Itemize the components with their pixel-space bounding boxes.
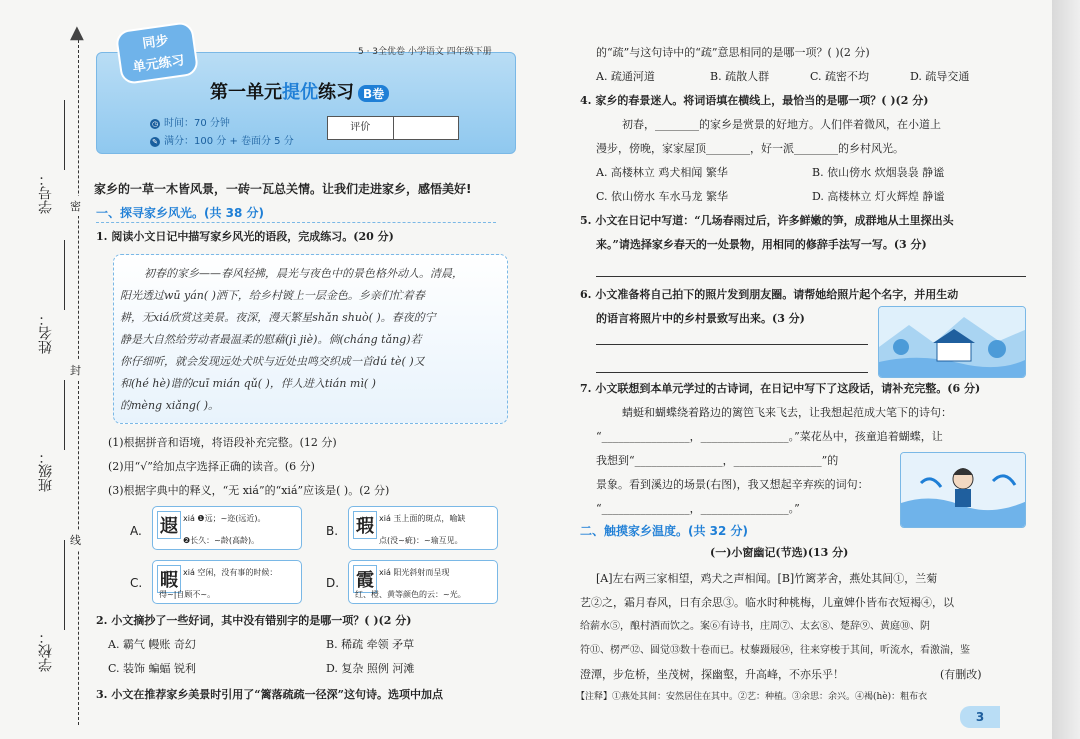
question-3-option-a[interactable]: A. 疏通河道 bbox=[596, 70, 655, 83]
diary-passage-box bbox=[113, 254, 508, 424]
dictionary-card-d[interactable] bbox=[348, 560, 498, 604]
section-divider bbox=[96, 222, 496, 223]
diary-line: 阳光透过wū yán( )洒下，给乡村镀上一层金色。乡亲们忙着春 bbox=[120, 289, 425, 302]
card-definition: 红、橙、黄等颜色的云：~光。 bbox=[355, 590, 466, 599]
question-7-line-5: “________________，________________。” bbox=[596, 502, 800, 515]
question-3-option-d[interactable]: D. 疏导交通 bbox=[910, 70, 970, 83]
question-3-option-b[interactable]: B. 疏散人群 bbox=[710, 70, 770, 83]
score-icon: ✎ bbox=[150, 137, 160, 147]
answer-line-q6[interactable] bbox=[596, 372, 868, 373]
question-4-option-b[interactable]: B. 依山傍水 炊烟袅袅 静谧 bbox=[812, 166, 945, 179]
diary-line: 你仔细听，就会发现远处犬吠与近处虫鸣交织成一首dú tè( )又 bbox=[120, 355, 425, 368]
unit-badge bbox=[115, 21, 200, 85]
passage-title: (一)小窗幽记(节选)(13 分) bbox=[710, 546, 849, 559]
question-1-sub-2: (2)用“√”给加点字选择正确的读音。(6 分) bbox=[108, 460, 315, 473]
class-line[interactable] bbox=[64, 380, 65, 450]
question-2-option-a[interactable]: A. 霸气 幔账 奇幻 bbox=[108, 638, 196, 651]
page-title bbox=[210, 78, 389, 104]
passage-notes: 【注释】①燕处其间：安然居住在其中。②艺：种植。③余思：余兴。④褐(hè)：粗布衣 bbox=[576, 692, 928, 702]
binding-word-xian: 线 bbox=[70, 530, 81, 550]
passage-line: 给薪水⑤，酿村酒而饮之。案⑥有诗书，庄周⑦、太玄⑧、楚辞⑨、黄庭⑩、阴 bbox=[580, 621, 930, 632]
clock-icon: ◷ bbox=[151, 120, 159, 128]
question-3-option-c[interactable]: C. 疏密不均 bbox=[810, 70, 870, 83]
intro-text: 家乡的一草一木皆风景，一砖一瓦总关情。让我们走进家乡，感悟美好! bbox=[94, 182, 472, 196]
name-line[interactable] bbox=[64, 240, 65, 310]
passage-line: 艺②之，霜月春风，日有余思③。临水时种桃梅，儿童婢仆皆布衣短褐④，以 bbox=[580, 596, 954, 609]
question-7-line-1: 蜻蜓和蝴蝶绕着路边的篱笆飞来飞去，让我想起范成大笔下的诗句： bbox=[622, 406, 952, 419]
dictionary-card-a[interactable] bbox=[152, 506, 302, 550]
question-4-option-a[interactable]: A. 高楼林立 鸡犬相闻 繁华 bbox=[596, 166, 728, 179]
question-2-option-c[interactable]: C. 装饰 蝙蝠 锐利 bbox=[108, 662, 197, 675]
question-4: 4. 家乡的春景迷人。将词语填在横线上，最恰当的是哪一项？( )(2 分) bbox=[580, 94, 929, 107]
question-6: 6. 小文准备将自己拍下的照片发到朋友圈。请帮她给照片起个名字，并用生动 bbox=[580, 288, 959, 301]
badge-line-2: 单元练习 bbox=[131, 53, 186, 76]
label-name: 姓名： bbox=[38, 312, 54, 354]
diary-line: 和(hé hè)谐的cuī mián qǔ( )，伴人进入tián mì( ) bbox=[120, 377, 376, 390]
village-photo bbox=[878, 306, 1026, 378]
question-2: 2. 小文摘抄了一些好词，其中没有错别字的是哪一项？( )(2 分) bbox=[96, 614, 412, 627]
question-7-line-3: 我想到“________________，________________”的 bbox=[596, 454, 839, 467]
time-info bbox=[150, 114, 230, 129]
dictionary-card-c[interactable] bbox=[152, 560, 302, 604]
card-character: 遐 bbox=[157, 511, 181, 539]
question-7: 7. 小文联想到本单元学过的古诗词，在日记中写下了这段话，请补充完整。(6 分) bbox=[580, 382, 981, 395]
card-definition: xiá 阳光斜射而呈现 bbox=[379, 568, 450, 577]
card-definition: xiá 空闲，没有事的时候： bbox=[183, 568, 278, 577]
evaluation-box bbox=[327, 116, 459, 140]
binding-line bbox=[78, 40, 79, 725]
option-c-label: C. bbox=[130, 576, 143, 590]
card-character: 瑕 bbox=[353, 511, 377, 539]
question-6-continued: 的语言将照片中的乡村景致写出来。(3 分) bbox=[596, 312, 805, 325]
question-7-line-4: 景象。看到溪边的场景(右图)，我又想起辛弃疾的词句： bbox=[596, 478, 869, 491]
question-4-text-1: 初春，________的家乡是赏景的好地方。人们伴着微风，在小道上 bbox=[622, 118, 941, 131]
time-text: 时间：70 分钟 bbox=[164, 118, 230, 129]
stream-illustration bbox=[900, 452, 1026, 528]
card-definition: xiá ❶远；~迩(远近)。 bbox=[183, 514, 266, 523]
passage-line: [A]左右两三家相望，鸡犬之声相闻。[B]竹篱茅舍，燕处其间①，兰菊 bbox=[596, 572, 938, 585]
score-text: 满分：100 分 + 卷面分 5 分 bbox=[164, 136, 294, 147]
section-1-title: 一、探寻家乡风光。(共 38 分) bbox=[96, 206, 265, 220]
question-4-option-d[interactable]: D. 高楼林立 灯火辉煌 静谧 bbox=[812, 190, 945, 203]
option-b-label: B. bbox=[326, 524, 339, 538]
passage-source: (有删改) bbox=[940, 668, 982, 681]
answer-line-q6[interactable] bbox=[596, 344, 868, 345]
section-2-title: 二、触摸家乡温度。(共 32 分) bbox=[580, 524, 749, 538]
school-line[interactable] bbox=[64, 540, 65, 630]
card-character: 暇 bbox=[157, 565, 181, 593]
title-tag: B卷 bbox=[358, 85, 389, 102]
label-school: 学校： bbox=[38, 630, 54, 672]
binding-word-mi: 密 bbox=[70, 196, 81, 216]
question-5-continued: 来。”请选择家乡春天的一处景物，用相同的修辞手法写一写。(3 分) bbox=[596, 238, 927, 251]
card-definition: 点(没~疵)：~瑜互见。 bbox=[379, 536, 463, 545]
card-character: 霞 bbox=[353, 565, 377, 593]
book-spine bbox=[1052, 0, 1080, 739]
evaluation-label: 评价 bbox=[350, 122, 371, 133]
title-part-b: 练习 bbox=[318, 82, 354, 103]
diary-line: 的mèng xiǎng( )。 bbox=[120, 399, 220, 412]
binding-word-feng: 封 bbox=[70, 360, 81, 380]
option-d-label: D. bbox=[326, 576, 340, 590]
passage-line: 符⑪、楞严⑫、圆觉⑬数十卷而已。杖藜蹑屐⑭，往来穿梭于其间，听流水，看激湍，鉴 bbox=[580, 645, 970, 656]
evaluation-field[interactable] bbox=[393, 117, 459, 139]
rocket-icon: ▲ bbox=[70, 22, 84, 43]
question-7-line-2: “________________，________________。”菜花丛中，孩童追着蝴蝶，让 bbox=[596, 430, 943, 443]
question-4-text-2: 漫步，傍晚，家家屋顶________，好一派________的乡村风光。 bbox=[596, 142, 904, 155]
card-definition: xiá 玉上面的斑点，喻缺 bbox=[379, 514, 466, 523]
title-part-a: 第一单元 bbox=[210, 82, 282, 103]
page-number: 3 bbox=[960, 706, 1000, 728]
label-class: 班级： bbox=[38, 450, 54, 492]
title-highlight: 提优 bbox=[282, 82, 318, 103]
student-id-line[interactable] bbox=[64, 100, 65, 170]
book-info: 5 · 3全优卷 小学语文 四年级下册 bbox=[358, 47, 492, 57]
question-2-option-b[interactable]: B. 稀疏 牵领 矛草 bbox=[326, 638, 415, 651]
question-1-sub-3: (3)根据字典中的释义，“无 xiá”的“xiá”应该是( )。(2 分) bbox=[108, 484, 390, 497]
card-definition: ❷长久：~龄(高龄)。 bbox=[183, 536, 260, 545]
passage-line: 澄潭，步危桥，坐茂树，探幽壑，升高峰，不亦乐乎！ bbox=[580, 668, 844, 681]
question-1-sub-1: (1)根据拼音和语境，将语段补充完整。(12 分) bbox=[108, 436, 337, 449]
question-3: 3. 小文在推荐家乡美景时引用了“篱落疏疏一径深”这句诗。选项中加点 bbox=[96, 688, 443, 701]
question-3-continued: 的“疏”与这句诗中的“疏”意思相同的是哪一项？( )(2 分) bbox=[596, 46, 870, 59]
question-1: 1. 阅读小文日记中描写家乡风光的语段，完成练习。(20 分) bbox=[96, 230, 394, 243]
score-info bbox=[150, 132, 294, 147]
diary-line: 耕，无xiá欣赏这美景。夜深，漫天繁星shǎn shuò( )。春夜的宁 bbox=[120, 311, 436, 324]
question-2-option-d[interactable]: D. 复杂 照例 河滩 bbox=[326, 662, 415, 675]
option-a-label: A. bbox=[130, 524, 142, 538]
label-student-id: 学号： bbox=[38, 172, 54, 214]
diary-line: 静是大自然给劳动者最温柔的慰藉(jì jiè)。倘(cháng tǎng)若 bbox=[120, 333, 422, 346]
card-definition: 得~|自顾不~。 bbox=[159, 590, 216, 599]
diary-line: 初春的家乡——春风轻拂，晨光与夜色中的景色格外动人。清晨， bbox=[144, 267, 463, 280]
question-4-option-c[interactable]: C. 依山傍水 车水马龙 繁华 bbox=[596, 190, 729, 203]
question-5: 5. 小文在日记中写道：“几场春雨过后，许多鲜嫩的笋，成群地从土里探出头 bbox=[580, 214, 954, 227]
dictionary-card-b[interactable] bbox=[348, 506, 498, 550]
answer-line-q5[interactable] bbox=[596, 276, 1026, 277]
badge-line-1: 同步 bbox=[141, 33, 170, 52]
